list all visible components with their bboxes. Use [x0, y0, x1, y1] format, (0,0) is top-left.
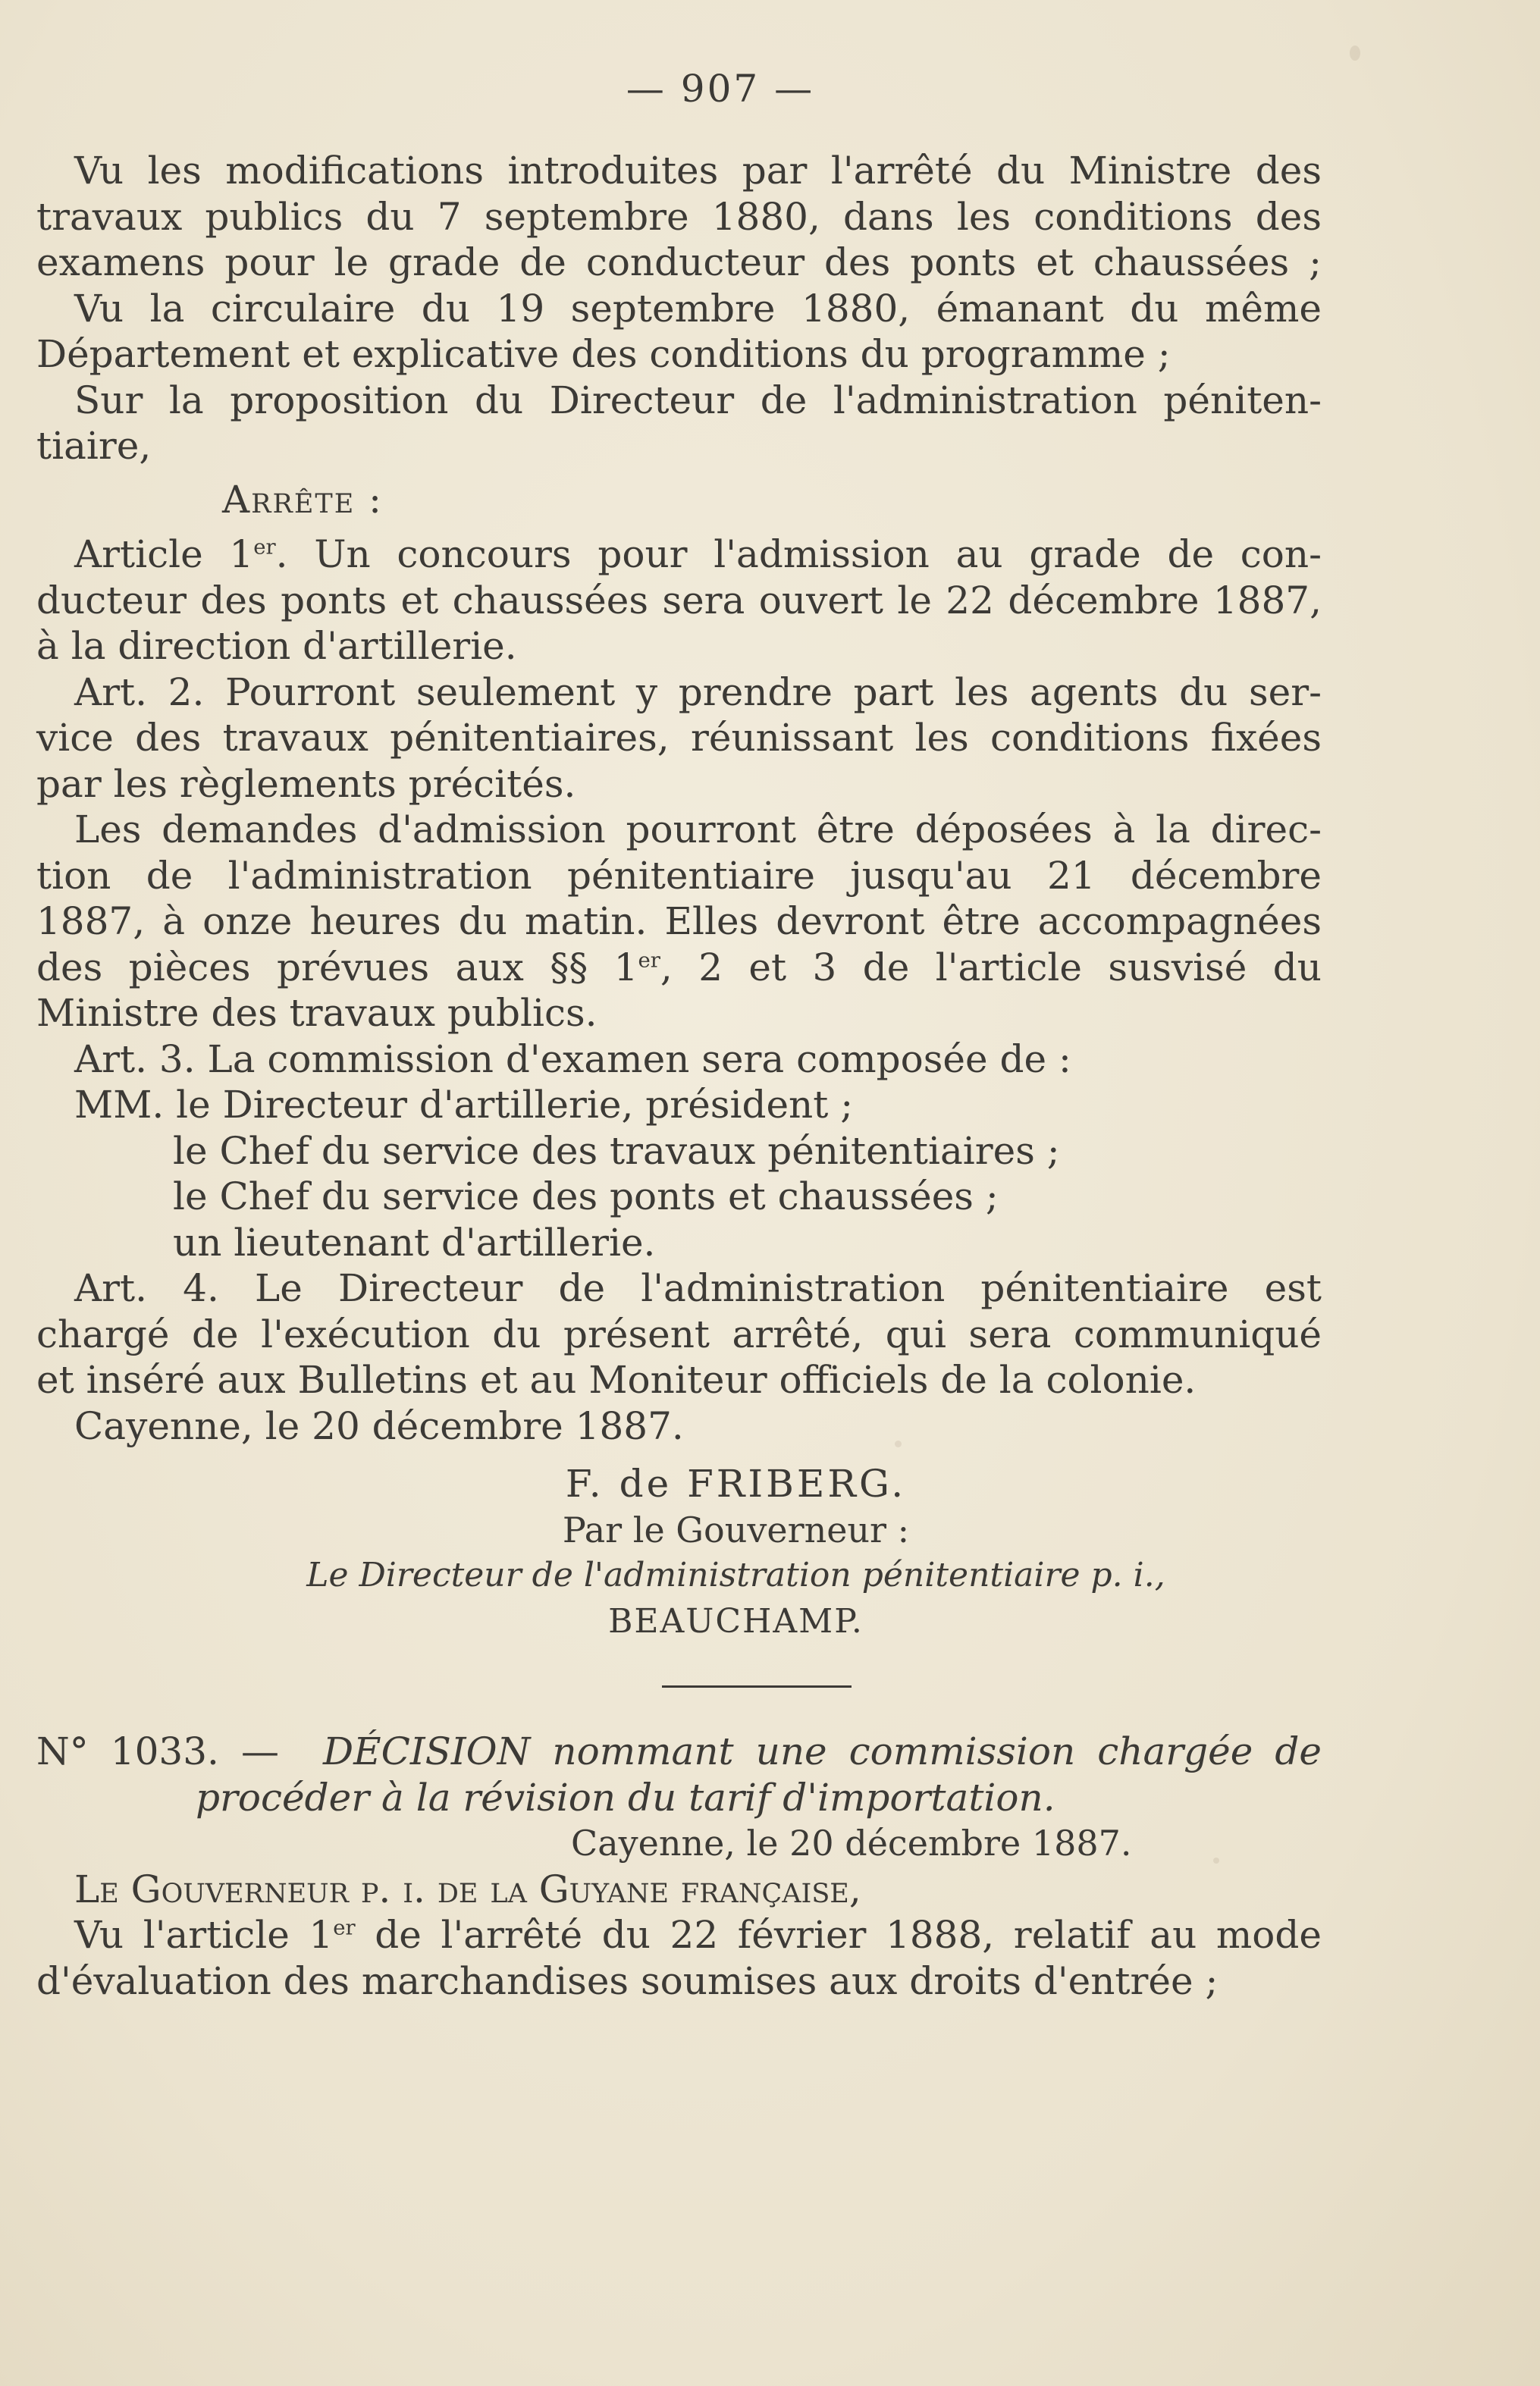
text-line: examens pour le grade de conducteur des ponts et chaussées ;: [36, 240, 1322, 284]
text-line: Art. 2. Pourront seulement y prendre part les agents du ser-: [74, 669, 1322, 714]
text-line: Vu la circulaire du 19 septembre 1880, émanant du même: [74, 286, 1322, 331]
text-line: tiaire,: [36, 424, 152, 468]
section-divider: [662, 1685, 852, 1688]
text-line: d'évaluation des marchandises soumises aux droits d'entrée ;: [36, 1958, 1219, 2003]
text-line: Vu les modifications introduites par l'arrêté du Ministre des: [74, 149, 1322, 193]
text-line: Sur la proposition du Directeur de l'administration péniten-: [74, 378, 1322, 422]
decision-heading-cont: procéder à la révision du tarif d'importation.: [196, 1775, 1055, 1820]
text-line: Art. 4. Le Directeur de l'administration pénitentiaire est: [74, 1266, 1322, 1310]
text-line: et inséré aux Bulletins et au Moniteur officiels de la colonie.: [36, 1358, 1197, 1402]
text-line: des pièces prévues aux §§ 1er, 2 et 3 de l'article susvisé du: [36, 945, 1322, 989]
text-line: Art. 3. La commission d'examen sera composée de :: [74, 1036, 1071, 1081]
signature-director-name: BEAUCHAMP.: [608, 1601, 864, 1641]
text-line: à la direction d'artillerie.: [36, 624, 517, 668]
text-line: vice des travaux pénitentiaires, réunissant les conditions fixées: [36, 716, 1322, 760]
text-line: un lieutenant d'artillerie.: [173, 1220, 656, 1265]
text-line: Les demandes d'admission pourront être déposées à la direc-: [74, 807, 1322, 851]
decision-date: Cayenne, le 20 décembre 1887.: [571, 1823, 1132, 1864]
signature-block: [36, 1461, 1322, 1644]
signature-name: F. de FRIBERG.: [565, 1462, 907, 1506]
text-line: Ministre des travaux publics.: [36, 991, 597, 1035]
date-line: Cayenne, le 20 décembre 1887.: [74, 1403, 684, 1448]
text-line: par les règlements précités.: [36, 761, 576, 806]
signature-director: Le Directeur de l'administration pénitentiaire p. i.,: [306, 1556, 1165, 1594]
text-line: le Chef du service des travaux pénitentiaires ;: [173, 1128, 1060, 1173]
text-line: travaux publics du 7 septembre 1880, dans les conditions des: [36, 194, 1322, 239]
text-line: ducteur des ponts et chaussées sera ouvert le 22 décembre 1887,: [36, 578, 1322, 622]
signature-par: Par le Gouverneur :: [562, 1509, 910, 1550]
text-line: le Chef du service des ponts et chaussées ;: [173, 1174, 999, 1218]
text-line: tion de l'administration pénitentiaire jusqu'au 21 décembre: [36, 853, 1322, 898]
decision-gouverneur: Le Gouverneur p. i. de la Guyane française,: [74, 1867, 861, 1911]
text-line: chargé de l'exécution du présent arrêté, qui sera communiqué: [36, 1312, 1322, 1356]
text-line: 1887, à onze heures du matin. Elles devront être accompagnées: [36, 899, 1322, 943]
text-line: Vu l'article 1er de l'arrêté du 22 février 1888, relatif au mode: [74, 1913, 1322, 1957]
arrete-heading: Arrête :: [222, 477, 383, 522]
text-line: Département et explicative des conditions du programme ;: [36, 332, 1171, 376]
article-1-line: Article 1er. Un concours pour l'admission au grade de con-: [74, 532, 1322, 576]
page-number: — 907 —: [626, 67, 815, 111]
decision-heading: N° 1033. — DÉCISION nommant une commission chargée de: [36, 1729, 1322, 1773]
document-body: [36, 148, 1322, 2004]
text-line: MM. le Directeur d'artillerie, président ;: [74, 1083, 854, 1127]
